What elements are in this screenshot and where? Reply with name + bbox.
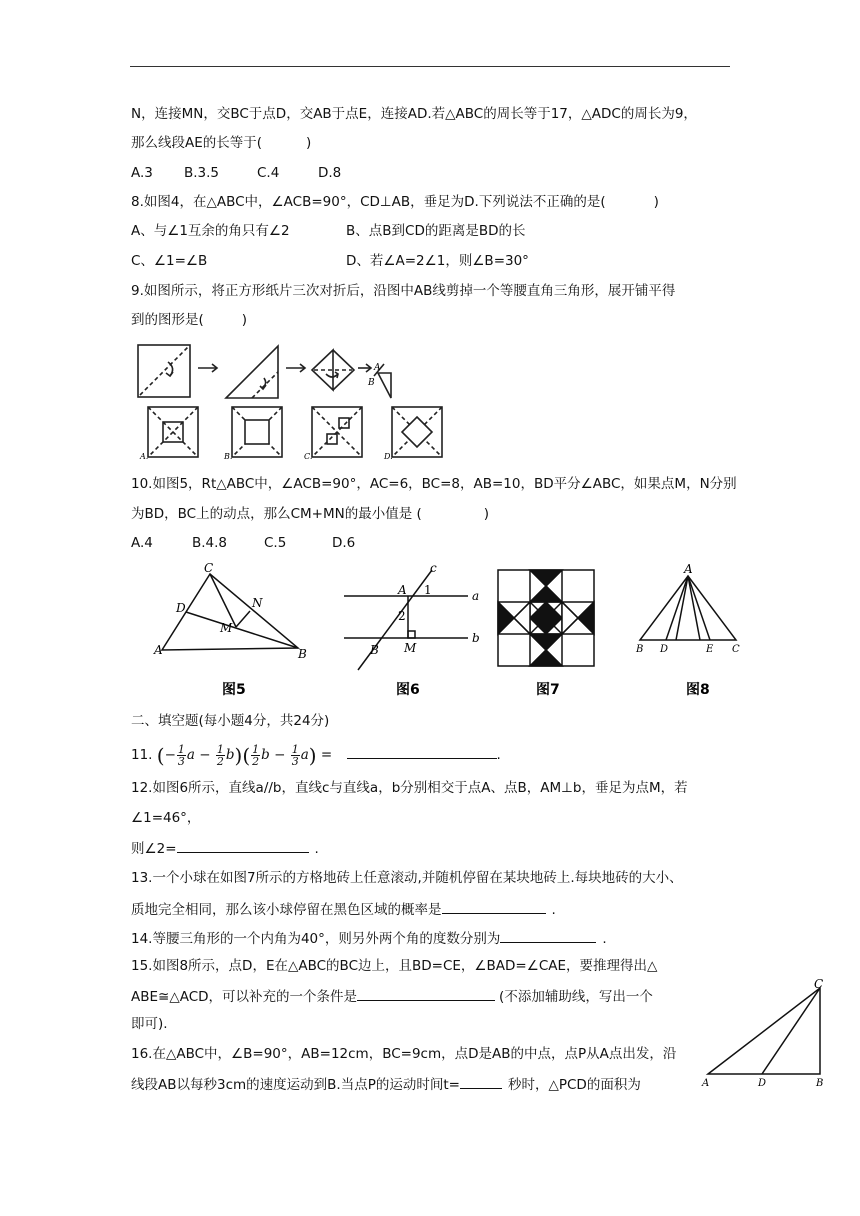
q9-paren: ) [241, 312, 248, 328]
fig6-label-a: A [398, 583, 407, 597]
fig7-caption: 图7 [536, 682, 560, 698]
q10-option-d: D.6 [332, 535, 356, 551]
fig8-label-e: E [706, 644, 714, 655]
fig5-label-m: M [220, 621, 233, 635]
q8-stem-text: 8.如图4，在△ABC中，∠ACB=90°，CD⊥AB，垂足为D.下列说法不正确的是( [131, 194, 606, 210]
q9-option-d-label: D. [384, 452, 393, 461]
q15-answer-blank[interactable] [357, 986, 495, 1001]
q9-label-a: A [374, 363, 381, 373]
q11: 11. (− $\frac{1}{3}$ a − $\frac{1}{2}$ b)( $\frac{1}{2}$ b − $\frac{1}{3}$ a) = . [131, 743, 501, 768]
q14-stem: 14.等腰三角形的一个内角为40°，则另外两个角的度数分别为 [131, 931, 501, 947]
q15-stem: ABE≅△ACD，可以补充的一个条件是 [131, 989, 358, 1005]
q15-line1: 15.如图8所示，点D，E在△ABC的BC边上，且BD=CE，∠BAD=∠CAE，要推理得出△ [131, 958, 658, 974]
q11-equals: = [320, 747, 333, 763]
q16-tail: 秒时，△PCD的面积为 [507, 1077, 641, 1093]
fig5-label-n: N [252, 596, 263, 610]
q7-option-b: B.3.5 [184, 165, 220, 181]
q8-option-b: B、点B到CD的距离是BD的长 [346, 223, 526, 239]
q11-f3-den: 2 [252, 755, 260, 768]
fig5-label-a: A [154, 643, 163, 657]
fig5-label-c: C [204, 561, 214, 575]
q11-answer-blank[interactable] [347, 744, 497, 759]
q16-stem: 线段AB以每秒3cm的速度运动到B.当点P的运动时间t= [131, 1077, 460, 1093]
fig5-caption: 图5 [222, 682, 246, 698]
q15-line3: 即可). [131, 1016, 168, 1032]
q9-option-a-label: A. [140, 452, 149, 461]
fig5-label-d: D [176, 601, 186, 615]
q8-option-c: C、∠1=∠B [131, 253, 208, 269]
q11-var-b2: b [261, 747, 270, 763]
q10-paren: ) [483, 506, 490, 522]
q11-f2-num: 1 [216, 743, 224, 756]
q10-option-a: A.4 [131, 535, 153, 551]
fig8-label-c: C [732, 644, 740, 655]
q9-folding-figure [128, 340, 468, 462]
q13-answer-blank[interactable] [442, 899, 546, 914]
q7-option-c: C.4 [257, 165, 280, 181]
fig6-label-b: B [370, 643, 379, 657]
q10-stem: 为BD，BC上的动点，那么CM+MN的最小值是 ( [131, 506, 422, 522]
q9-line1: 9.如图所示，将正方形纸片三次对折后，沿图中AB线剪掉一个等腰直角三角形，展开铺平得 [131, 283, 676, 299]
fig8-label-b: B [636, 644, 644, 655]
q13-period: . [551, 902, 556, 918]
header-rule [130, 66, 730, 67]
q10-option-c: C.5 [264, 535, 287, 551]
q16-answer-blank[interactable] [460, 1074, 502, 1089]
q9-line2 [131, 311, 247, 329]
fig6-label-c: c [430, 561, 437, 575]
fig6-label-line-a: a [472, 589, 480, 603]
q11-f4-num: 1 [291, 743, 299, 756]
q14-line [131, 928, 607, 948]
q12-period: . [314, 841, 319, 857]
q16-line1: 16.在△ABC中，∠B=90°，AB=12cm，BC=9cm，点D是AB的中点，点P从A点出发，沿 [131, 1046, 677, 1062]
q10-option-b: B.4.8 [192, 535, 228, 551]
q12-line2: ∠1=46°， [131, 810, 201, 826]
fig16-label-b: B [816, 1078, 824, 1089]
q12-answer-blank[interactable] [177, 838, 309, 853]
figure-7 [496, 568, 596, 702]
section-2-title: 二、填空题(每小题4分，共24分) [131, 713, 330, 729]
fig5-label-b: B [298, 647, 307, 661]
q7-stem: 那么线段AE的长等于( [131, 135, 263, 151]
fig6-label-angle1: 1 [424, 583, 432, 597]
q11-f4-den: 3 [291, 755, 299, 768]
fig8-label-a: A [684, 562, 693, 576]
q14-period: . [602, 931, 607, 947]
fig16-label-a: A [702, 1078, 710, 1089]
q11-minus: − [199, 747, 211, 763]
q15-line2 [131, 986, 653, 1006]
q11-f2-den: 2 [216, 755, 224, 768]
q8-option-a: A、与∠1互余的角只有∠2 [131, 223, 290, 239]
fig6-label-m: M [404, 641, 417, 655]
fig6-label-line-b: b [472, 631, 480, 645]
q11-f1-num: 1 [177, 743, 185, 756]
q11-period: . [496, 747, 501, 763]
q7-option-d: D.8 [318, 165, 342, 181]
fig16-label-c: C [814, 977, 824, 991]
q15-note: (不添加辅助线，写出一个 [499, 989, 653, 1005]
fig8-caption: 图8 [686, 682, 710, 698]
q9-option-c-label: C. [304, 452, 313, 461]
q8-paren: ) [653, 194, 659, 210]
q13-stem: 质地完全相同，那么该小球停留在黑色区域的概率是 [131, 902, 442, 918]
q11-neg: − [164, 747, 176, 763]
q9-option-b-label: B. [224, 452, 233, 461]
q11-var-a2: a [300, 747, 309, 763]
q11-f1-den: 3 [177, 755, 185, 768]
figure-5 [150, 560, 320, 702]
q12-stem: 则∠2= [131, 841, 177, 857]
q16-line2 [131, 1074, 641, 1094]
figure-q16 [698, 976, 838, 1088]
q11-f3-num: 1 [252, 743, 260, 756]
fig6-label-angle2: 2 [398, 609, 406, 623]
q9-label-b: B [368, 378, 375, 388]
q7-line1: N，连接MN，交BC于点D，交AB于点E，连接AD.若△ABC的周长等于17，△ADC的周长为9， [131, 106, 697, 122]
q8-option-d: D、若∠A=2∠1，则∠B=30° [346, 253, 529, 269]
fig16-label-d: D [758, 1078, 767, 1089]
q10-line1: 10.如图5，Rt△ABC中，∠ACB=90°，AC=6，BC=8，AB=10，BD平分∠ABC，如果点M，N分别 [131, 476, 737, 492]
q7-paren: ) [306, 135, 312, 151]
q8-stem [131, 193, 659, 211]
q12-line1: 12.如图6所示，直线a//b，直线c与直线a，b分别相交于点A、点B，AM⊥b，垂足为点M，若 [131, 780, 688, 796]
figure-6 [340, 560, 490, 702]
q7-line2 [131, 134, 311, 152]
fig6-caption: 图6 [396, 682, 420, 698]
q11-var-b: b [225, 747, 235, 763]
q14-answer-blank[interactable] [500, 928, 596, 943]
q13-line2 [131, 899, 556, 919]
q13-line1: 13.一个小球在如图7所示的方格地砖上任意滚动,并随机停留在某块地砖上.每块地砖的大小、 [131, 870, 683, 886]
q9-stem: 到的图形是( [131, 312, 204, 328]
q10-line2 [131, 505, 489, 523]
fig8-label-d: D [660, 644, 669, 655]
q11-minus2: − [274, 747, 286, 763]
q7-option-a: A.3 [131, 165, 153, 181]
q12-line3 [131, 838, 319, 858]
figure-8 [630, 560, 750, 702]
q11-number: 11. [131, 747, 153, 763]
q11-var-a: a [186, 747, 195, 763]
